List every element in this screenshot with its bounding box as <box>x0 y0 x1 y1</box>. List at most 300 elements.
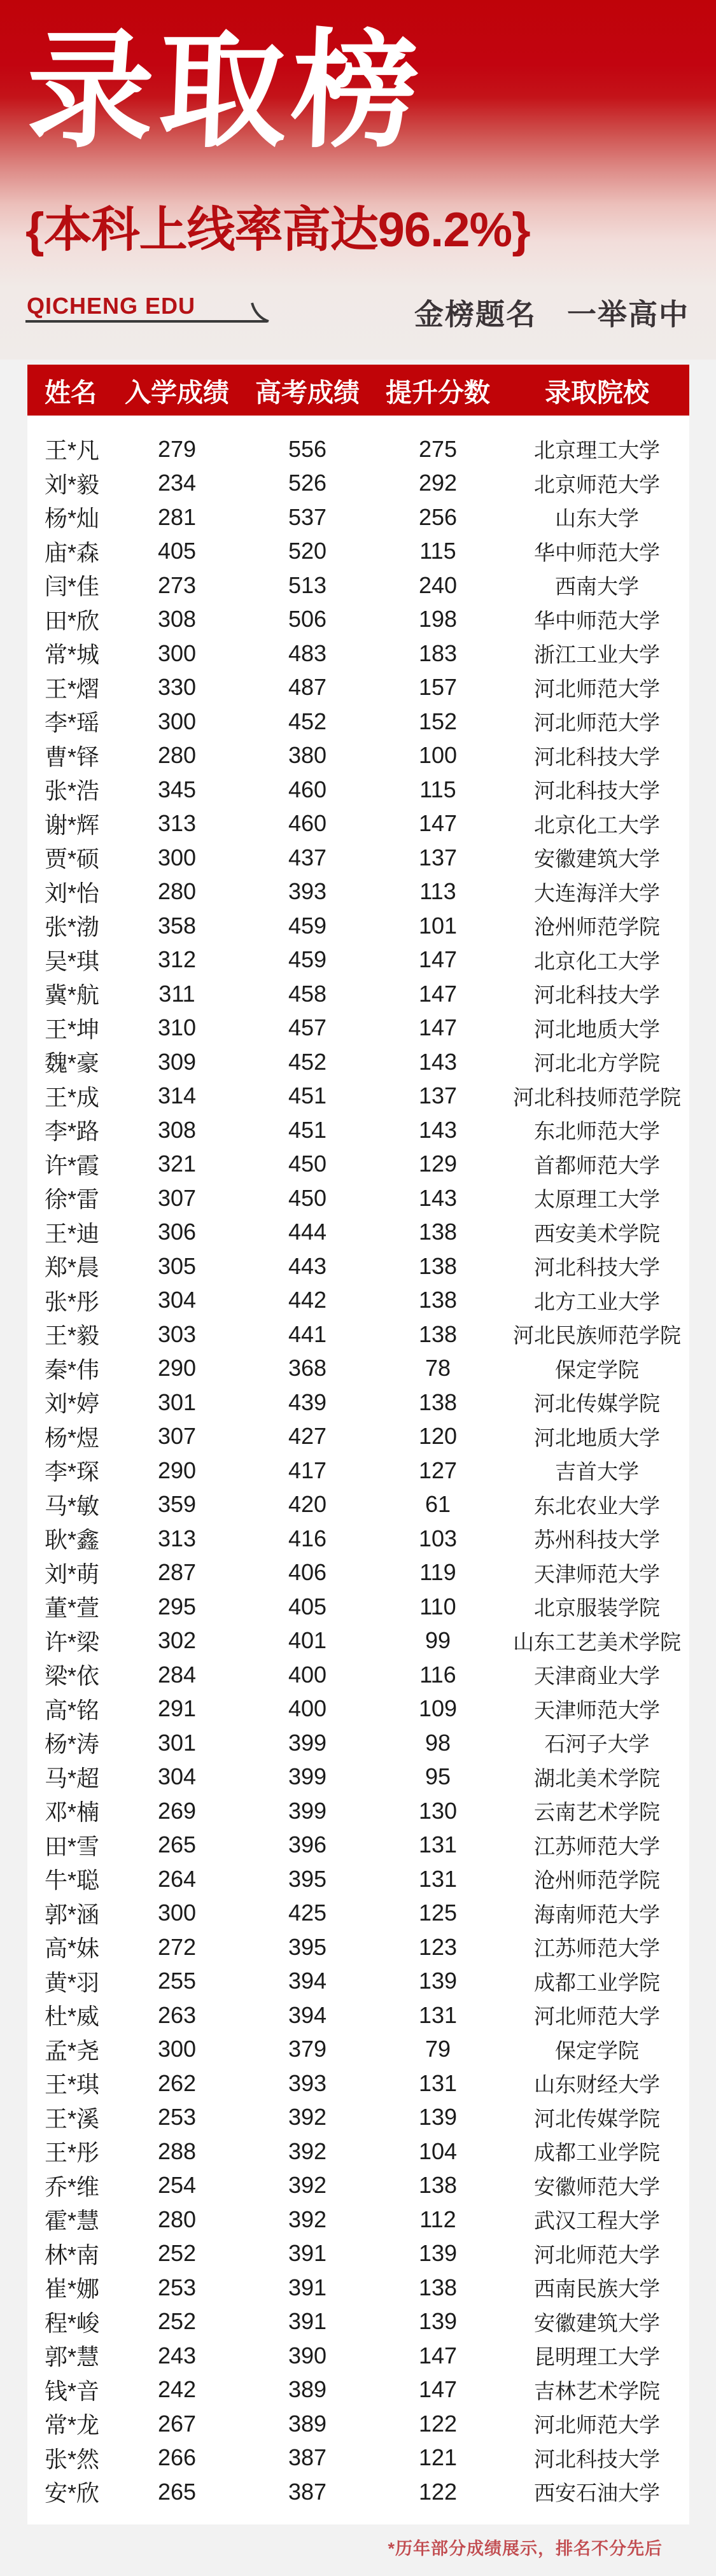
cell-college: 成都工业学院 <box>534 2141 660 2165</box>
cell-score-gain: 129 <box>418 1151 458 1177</box>
table-row <box>27 1862 689 1896</box>
cell-gaokao-score: 406 <box>288 1559 327 1586</box>
cell-entry-score: 280 <box>157 878 197 905</box>
column-header-gaokao-score: 高考成绩 <box>255 377 360 407</box>
cell-score-gain: 127 <box>418 1457 458 1483</box>
cell-entry-score: 281 <box>157 503 197 530</box>
cell-gaokao-score: 399 <box>288 1729 327 1756</box>
cell-entry-score: 345 <box>157 776 197 802</box>
table-row <box>27 1181 689 1215</box>
table-row <box>27 1794 689 1828</box>
cell-college: 河北师范大学 <box>534 2243 660 2267</box>
table-row <box>27 1045 689 1079</box>
cell-gaokao-score: 460 <box>288 810 327 837</box>
cell-entry-score: 234 <box>157 470 197 496</box>
disclaimer-note: *历年部分成绩展示，排名不分先后 <box>388 2538 663 2558</box>
table-row <box>27 1385 689 1420</box>
cell-entry-score: 300 <box>157 1900 197 1926</box>
cell-gaokao-score: 441 <box>288 1320 327 1347</box>
table-row <box>27 1420 689 1454</box>
cell-score-gain: 131 <box>418 2069 458 2096</box>
table-row <box>27 1828 689 1863</box>
cell-entry-score: 291 <box>157 1695 197 1722</box>
cell-name: 谢*辉 <box>45 811 100 838</box>
cell-name: 常*龙 <box>45 2412 100 2439</box>
cell-entry-score: 303 <box>157 1320 197 1347</box>
cell-college: 大连海洋大学 <box>534 881 660 905</box>
table-row <box>27 568 689 603</box>
cell-gaokao-score: 444 <box>288 1219 327 1245</box>
cell-name: 马*超 <box>45 1765 100 1791</box>
cell-score-gain: 292 <box>418 470 458 496</box>
cell-score-gain: 139 <box>418 2240 458 2267</box>
table-row <box>27 773 689 807</box>
cell-gaokao-score: 487 <box>288 674 327 701</box>
cell-name: 安*欣 <box>45 2480 100 2507</box>
cell-gaokao-score: 452 <box>288 708 327 734</box>
cell-name: 秦*伟 <box>45 1356 100 1383</box>
cell-name: 霍*慧 <box>45 2208 100 2234</box>
cell-college: 吉林艺术学院 <box>534 2379 660 2403</box>
cell-gaokao-score: 417 <box>288 1457 327 1483</box>
cell-gaokao-score: 506 <box>288 606 327 633</box>
cell-name: 张*彤 <box>45 1288 100 1315</box>
cell-college: 太原理工大学 <box>534 1187 660 1212</box>
cell-entry-score: 321 <box>157 1151 197 1177</box>
cell-score-gain: 131 <box>418 2001 458 2028</box>
cell-college: 北京化工大学 <box>534 949 660 973</box>
cell-name: 牛*聪 <box>45 1867 100 1894</box>
cell-name: 高*铭 <box>45 1697 100 1723</box>
table-row <box>27 1896 689 1931</box>
cell-score-gain: 115 <box>419 538 456 564</box>
cell-gaokao-score: 483 <box>288 640 327 666</box>
cell-gaokao-score: 513 <box>288 571 327 598</box>
cell-entry-score: 302 <box>157 1627 197 1654</box>
cell-gaokao-score: 392 <box>288 2104 327 2131</box>
cell-score-gain: 198 <box>418 606 458 633</box>
cell-gaokao-score: 391 <box>288 2308 327 2335</box>
cell-name: 王*坤 <box>45 1016 100 1042</box>
cell-entry-score: 305 <box>157 1252 197 1279</box>
cell-college: 东北农业大学 <box>534 1494 660 1518</box>
table-row <box>27 2237 689 2271</box>
cell-entry-score: 262 <box>157 2069 197 2096</box>
table-row <box>27 1658 689 1692</box>
cell-college: 山东财经大学 <box>534 2073 660 2097</box>
table-row <box>27 2407 689 2441</box>
cell-name: 林*南 <box>45 2241 100 2268</box>
cell-gaokao-score: 457 <box>288 1014 327 1041</box>
cell-entry-score: 252 <box>157 2240 197 2267</box>
cell-name: 杨*煜 <box>45 1424 100 1451</box>
cell-score-gain: 138 <box>418 1219 458 1245</box>
cell-entry-score: 301 <box>157 1729 197 1756</box>
cell-score-gain: 61 <box>425 1491 451 1518</box>
cell-entry-score: 242 <box>157 2376 197 2403</box>
cell-college: 河北北方学院 <box>534 1051 660 1075</box>
cell-score-gain: 240 <box>418 571 458 598</box>
cell-college: 天津师范大学 <box>534 1698 660 1722</box>
cell-name: 王*琪 <box>45 2071 100 2098</box>
cell-college: 山东工艺美术学院 <box>513 1630 681 1654</box>
cell-entry-score: 306 <box>157 1219 197 1245</box>
cell-gaokao-score: 442 <box>288 1287 327 1313</box>
cell-entry-score: 313 <box>157 1525 197 1551</box>
cell-name: 刘*萌 <box>45 1560 100 1587</box>
cell-college: 江苏师范大学 <box>534 1936 660 1961</box>
table-row <box>27 2033 689 2067</box>
cell-college: 石河子大学 <box>544 1732 650 1756</box>
cell-gaokao-score: 391 <box>288 2240 327 2267</box>
cell-name: 田*雪 <box>45 1833 100 1859</box>
cell-gaokao-score: 437 <box>288 844 327 871</box>
cell-score-gain: 147 <box>418 946 458 973</box>
table-row <box>27 909 689 943</box>
cell-name: 杨*涛 <box>45 1731 100 1758</box>
cell-score-gain: 115 <box>419 776 456 802</box>
table-row <box>27 2134 689 2169</box>
cell-entry-score: 309 <box>157 1048 197 1075</box>
table-row <box>27 1079 689 1114</box>
cell-gaokao-score: 451 <box>288 1116 327 1143</box>
cell-score-gain: 109 <box>418 1695 458 1722</box>
table-row <box>27 1556 689 1590</box>
cell-college: 河北科技大学 <box>534 779 660 803</box>
table-header-row <box>27 365 689 416</box>
cell-gaokao-score: 389 <box>288 2410 327 2437</box>
cell-entry-score: 304 <box>157 1287 197 1313</box>
cell-name: 郭*涵 <box>45 1901 100 1928</box>
cell-college: 河北民族师范学院 <box>513 1324 681 1348</box>
cell-gaokao-score: 537 <box>288 503 327 530</box>
cell-entry-score: 330 <box>157 674 197 701</box>
cell-name: 张*渤 <box>45 914 100 941</box>
cell-college: 湖北美术学院 <box>534 1766 660 1790</box>
table-row <box>27 2169 689 2203</box>
cell-name: 高*妹 <box>45 1935 100 1962</box>
cell-score-gain: 78 <box>425 1355 451 1382</box>
cell-college: 天津师范大学 <box>534 1562 660 1586</box>
cell-college: 保定学院 <box>555 1357 639 1382</box>
cell-entry-score: 272 <box>157 1933 197 1960</box>
cell-gaokao-score: 460 <box>288 776 327 802</box>
cell-entry-score: 310 <box>157 1014 197 1041</box>
cell-gaokao-score: 439 <box>288 1389 327 1415</box>
cell-college: 北京理工大学 <box>534 438 660 463</box>
cell-gaokao-score: 394 <box>288 1968 327 1994</box>
cell-gaokao-score: 405 <box>288 1593 327 1620</box>
table-row <box>27 739 689 773</box>
cell-name: 邓*楠 <box>45 1799 100 1826</box>
cell-name: 贾*硕 <box>45 846 100 872</box>
cell-gaokao-score: 389 <box>288 2376 327 2403</box>
table-row <box>27 466 689 501</box>
admission-board-section <box>0 360 716 2559</box>
cell-score-gain: 139 <box>418 1968 458 1994</box>
cell-name: 杜*威 <box>45 2003 100 2030</box>
cell-name: 钱*音 <box>45 2377 100 2404</box>
table-row <box>27 807 689 841</box>
cell-name: 王*凡 <box>45 437 100 464</box>
cell-college: 河北科技大学 <box>534 1256 660 1280</box>
cell-score-gain: 138 <box>418 1252 458 1279</box>
cell-college: 浙江工业大学 <box>534 643 660 667</box>
cell-score-gain: 143 <box>418 1048 458 1075</box>
cell-entry-score: 300 <box>157 640 197 666</box>
cell-score-gain: 147 <box>418 2376 458 2403</box>
cell-name: 魏*豪 <box>45 1050 100 1077</box>
cell-college: 海南师范大学 <box>534 1902 660 1926</box>
cell-college: 河北传媒学院 <box>534 1392 660 1416</box>
cell-gaokao-score: 425 <box>288 1900 327 1926</box>
cell-college: 河北科技大学 <box>534 745 660 769</box>
column-header-score-gain: 提升分数 <box>386 377 490 407</box>
table-row <box>27 1352 689 1386</box>
table-row <box>27 1147 689 1182</box>
cell-gaokao-score: 392 <box>288 2206 327 2232</box>
cell-score-gain: 112 <box>419 2206 456 2232</box>
cell-entry-score: 290 <box>157 1457 197 1483</box>
cell-score-gain: 113 <box>419 878 456 905</box>
cell-score-gain: 138 <box>418 1287 458 1313</box>
cell-gaokao-score: 458 <box>288 980 327 1007</box>
table-row <box>27 841 689 875</box>
cell-entry-score: 300 <box>157 708 197 734</box>
cell-gaokao-score: 395 <box>288 1865 327 1892</box>
cell-name: 李*琛 <box>45 1459 100 1485</box>
cell-college: 西南民族大学 <box>534 2277 660 2301</box>
cell-entry-score: 359 <box>157 1491 197 1518</box>
cell-gaokao-score: 368 <box>288 1355 327 1382</box>
cell-name: 孟*尧 <box>45 2037 100 2064</box>
cell-gaokao-score: 396 <box>288 1831 327 1858</box>
cell-college: 山东大学 <box>555 507 639 531</box>
cell-gaokao-score: 400 <box>288 1695 327 1722</box>
page-title: 录取榜 <box>24 20 426 162</box>
cell-score-gain: 104 <box>418 2138 458 2164</box>
table-row <box>27 1590 689 1624</box>
cell-name: 马*敏 <box>45 1492 100 1519</box>
cell-gaokao-score: 520 <box>288 538 327 564</box>
cell-name: 梁*依 <box>45 1663 100 1690</box>
cell-gaokao-score: 452 <box>288 1048 327 1075</box>
cell-college: 东北师范大学 <box>534 1119 660 1144</box>
cell-entry-score: 311 <box>158 980 195 1007</box>
cell-score-gain: 137 <box>418 1082 458 1109</box>
cell-name: 乔*维 <box>45 2173 100 2200</box>
table-row <box>27 1964 689 1999</box>
cell-college: 安徽建筑大学 <box>534 847 660 871</box>
cell-name: 黄*羽 <box>45 1969 100 1996</box>
cell-entry-score: 308 <box>157 1116 197 1143</box>
cell-entry-score: 255 <box>157 1968 197 1994</box>
table-row <box>27 1249 689 1284</box>
cell-name: 王*熠 <box>45 675 100 702</box>
cell-name: 徐*雷 <box>45 1186 100 1213</box>
cell-gaokao-score: 459 <box>288 946 327 973</box>
table-row <box>27 977 689 1011</box>
cell-score-gain: 110 <box>419 1593 456 1620</box>
table-row <box>27 943 689 977</box>
cell-name: 刘*毅 <box>45 471 100 498</box>
cell-score-gain: 99 <box>425 1627 451 1654</box>
cell-score-gain: 256 <box>418 503 458 530</box>
cell-score-gain: 138 <box>418 2274 458 2300</box>
table-row <box>27 1624 689 1658</box>
cell-score-gain: 100 <box>418 742 458 769</box>
cell-entry-score: 308 <box>157 606 197 633</box>
brand-name: QICHENG EDU <box>27 293 196 319</box>
cell-college: 河北传媒学院 <box>534 2106 660 2131</box>
cell-score-gain: 147 <box>418 980 458 1007</box>
cell-name: 李*路 <box>45 1118 100 1145</box>
cell-score-gain: 98 <box>425 1729 451 1756</box>
table-row <box>27 1317 689 1352</box>
cell-college: 河北地质大学 <box>534 1425 660 1450</box>
cell-entry-score: 273 <box>157 571 197 598</box>
table-row <box>27 2271 689 2305</box>
table-row <box>27 875 689 909</box>
cell-entry-score: 252 <box>157 2308 197 2335</box>
column-header-college: 录取院校 <box>545 377 649 407</box>
cell-entry-score: 264 <box>157 1865 197 1892</box>
cell-score-gain: 122 <box>418 2410 458 2437</box>
cell-score-gain: 152 <box>418 708 458 734</box>
cell-college: 西安石油大学 <box>534 2481 660 2505</box>
cell-gaokao-score: 459 <box>288 912 327 939</box>
table-row <box>27 671 689 705</box>
cell-score-gain: 123 <box>418 1933 458 1960</box>
cell-gaokao-score: 394 <box>288 2001 327 2028</box>
cell-name: 杨*灿 <box>45 505 100 532</box>
cell-college: 天津商业大学 <box>534 1664 660 1688</box>
cell-score-gain: 138 <box>418 1389 458 1415</box>
cell-college: 华中师范大学 <box>534 540 660 564</box>
cell-gaokao-score: 393 <box>288 2069 327 2096</box>
cell-name: 耿*鑫 <box>45 1527 100 1553</box>
cell-name: 王*毅 <box>45 1322 100 1349</box>
cell-college: 沧州师范学院 <box>534 1868 660 1893</box>
cell-score-gain: 103 <box>418 1525 458 1551</box>
cell-entry-score: 269 <box>157 1797 197 1824</box>
cell-gaokao-score: 450 <box>288 1184 327 1211</box>
cell-name: 董*萱 <box>45 1595 100 1621</box>
cell-entry-score: 253 <box>157 2104 197 2131</box>
table-row <box>27 1760 689 1795</box>
cell-entry-score: 312 <box>157 946 197 973</box>
table-row <box>27 432 689 466</box>
hero-banner <box>0 0 716 360</box>
cell-college: 河北师范大学 <box>534 711 660 735</box>
cell-score-gain: 122 <box>418 2478 458 2505</box>
cell-entry-score: 358 <box>157 912 197 939</box>
cell-college: 西南大学 <box>555 575 639 599</box>
cell-entry-score: 266 <box>157 2444 197 2471</box>
cell-entry-score: 307 <box>157 1184 197 1211</box>
cell-entry-score: 314 <box>157 1082 197 1109</box>
cell-college: 首都师范大学 <box>534 1153 660 1177</box>
cell-score-gain: 138 <box>418 1320 458 1347</box>
cell-gaokao-score: 399 <box>288 1763 327 1790</box>
cell-college: 沧州师范学院 <box>534 915 660 939</box>
table-row <box>27 1692 689 1726</box>
cell-entry-score: 288 <box>157 2138 197 2164</box>
cell-college: 北京化工大学 <box>534 813 660 837</box>
table-row <box>27 1488 689 1522</box>
cell-college: 云南艺术学院 <box>534 1800 660 1824</box>
cell-entry-score: 301 <box>157 1389 197 1415</box>
cell-gaokao-score: 556 <box>288 435 327 462</box>
cell-score-gain: 116 <box>419 1661 456 1688</box>
cell-college: 保定学院 <box>555 2038 639 2062</box>
brand-underline-flourish <box>25 302 274 325</box>
cell-name: 刘*怡 <box>45 879 100 906</box>
cell-college: 安徽建筑大学 <box>534 2311 660 2335</box>
cell-name: 王*迪 <box>45 1220 100 1247</box>
cell-score-gain: 147 <box>418 810 458 837</box>
cell-college: 河北科技大学 <box>534 983 660 1007</box>
cell-entry-score: 405 <box>157 538 197 564</box>
cell-college: 河北科技师范学院 <box>513 1085 681 1109</box>
cell-entry-score: 313 <box>157 810 197 837</box>
cell-score-gain: 131 <box>418 1831 458 1858</box>
cell-gaokao-score: 401 <box>288 1627 327 1654</box>
table-row <box>27 2441 689 2475</box>
cell-college: 河北师范大学 <box>534 2413 660 2437</box>
cell-name: 常*城 <box>45 641 100 668</box>
table-row <box>27 2101 689 2135</box>
cell-name: 李*瑶 <box>45 710 100 736</box>
table-row <box>27 1453 689 1488</box>
cell-score-gain: 147 <box>418 1014 458 1041</box>
cell-score-gain: 121 <box>418 2444 458 2471</box>
cell-score-gain: 139 <box>418 2308 458 2335</box>
cell-name: 崔*娜 <box>45 2276 100 2302</box>
cell-gaokao-score: 380 <box>288 742 327 769</box>
table-row <box>27 2066 689 2101</box>
cell-entry-score: 295 <box>157 1593 197 1620</box>
table-row <box>27 1726 689 1760</box>
cell-college: 北方工业大学 <box>534 1289 660 1313</box>
cell-name: 闫*佳 <box>45 573 100 600</box>
cell-score-gain: 157 <box>418 674 458 701</box>
table-row <box>27 603 689 637</box>
cell-gaokao-score: 400 <box>288 1661 327 1688</box>
cell-entry-score: 287 <box>157 1559 197 1586</box>
cell-gaokao-score: 391 <box>288 2274 327 2300</box>
cell-score-gain: 131 <box>418 1865 458 1892</box>
table-row <box>27 704 689 739</box>
table-row <box>27 1522 689 1556</box>
cell-name: 庙*森 <box>45 539 100 566</box>
table-row <box>27 1930 689 1964</box>
cell-name: 张*浩 <box>45 778 100 804</box>
cell-name: 王*溪 <box>45 2105 100 2132</box>
cell-score-gain: 139 <box>418 2104 458 2131</box>
cell-entry-score: 307 <box>157 1423 197 1450</box>
cell-college: 苏州科技大学 <box>534 1528 660 1552</box>
column-header-entry-score: 入学成绩 <box>125 377 229 407</box>
cell-college: 西安美术学院 <box>534 1221 660 1245</box>
cell-college: 华中师范大学 <box>534 608 660 633</box>
cell-score-gain: 95 <box>425 1763 451 1790</box>
cell-college: 河北师范大学 <box>534 676 660 701</box>
cell-college: 武汉工程大学 <box>534 2209 660 2233</box>
cell-score-gain: 183 <box>418 640 458 666</box>
cell-name: 王*成 <box>45 1084 100 1110</box>
cell-name: 郭*慧 <box>45 2344 100 2370</box>
